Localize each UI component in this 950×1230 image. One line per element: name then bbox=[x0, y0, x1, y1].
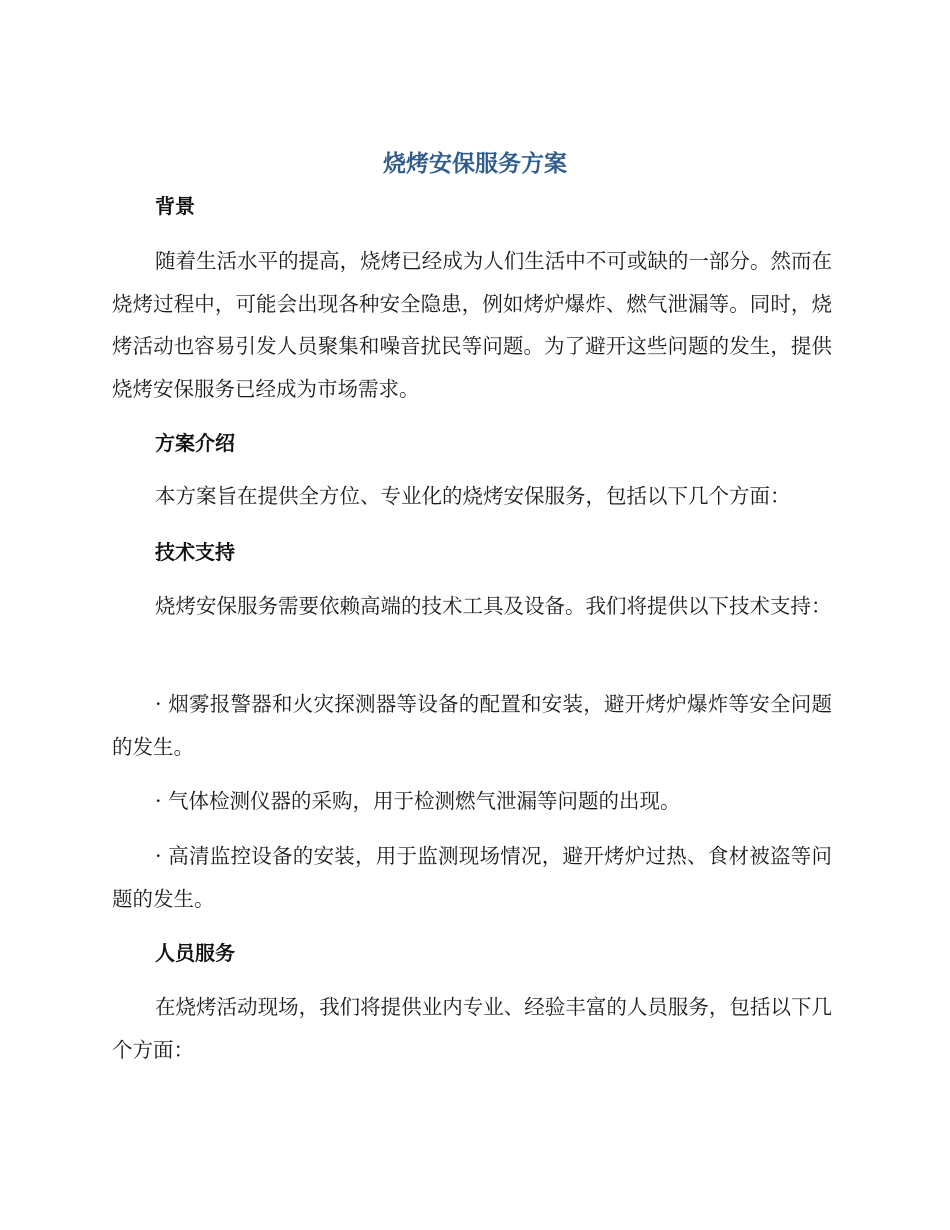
section-heading-intro: 方案介绍 bbox=[155, 431, 235, 455]
list-item-tech-1: · 烟雾报警器和火灾探测器等设备的配置和安装，避开烤炉爆炸等安全问题的发生。 bbox=[112, 692, 832, 759]
section-heading-background: 背景 bbox=[155, 194, 195, 218]
paragraph-tech: 烧烤安保服务需要依赖高端的技术工具及设备。我们将提供以下技术支持： bbox=[155, 594, 832, 618]
list-item-tech-3: · 高清监控设备的安装，用于监测现场情况，避开烤炉过热、食材被盗等问题的发生。 bbox=[112, 844, 832, 911]
paragraph-staff: 在烧烤活动现场，我们将提供业内专业、经验丰富的人员服务，包括以下几个方面： bbox=[112, 995, 832, 1062]
paragraph-background: 随着生活水平的提高，烧烤已经成为人们生活中不可或缺的一部分。然而在烧烤过程中，可能会出现各种安全隐患，例如烤炉爆炸、燃气泄漏等。同时，烧烤活动也容易引发人员聚集和噪音扰民等问题。为了避开这些问题的发生，提供烧烤安保服务已经成为市场需求。 bbox=[112, 249, 832, 401]
document-title: 烧烤安保服务方案 bbox=[383, 151, 567, 177]
section-heading-tech: 技术支持 bbox=[155, 540, 235, 564]
list-item-tech-2: · 气体检测仪器的采购，用于检测燃气泄漏等问题的出现。 bbox=[155, 789, 681, 813]
paragraph-intro: 本方案旨在提供全方位、专业化的烧烤安保服务，包括以下几个方面： bbox=[155, 484, 791, 508]
section-heading-staff: 人员服务 bbox=[155, 941, 235, 965]
